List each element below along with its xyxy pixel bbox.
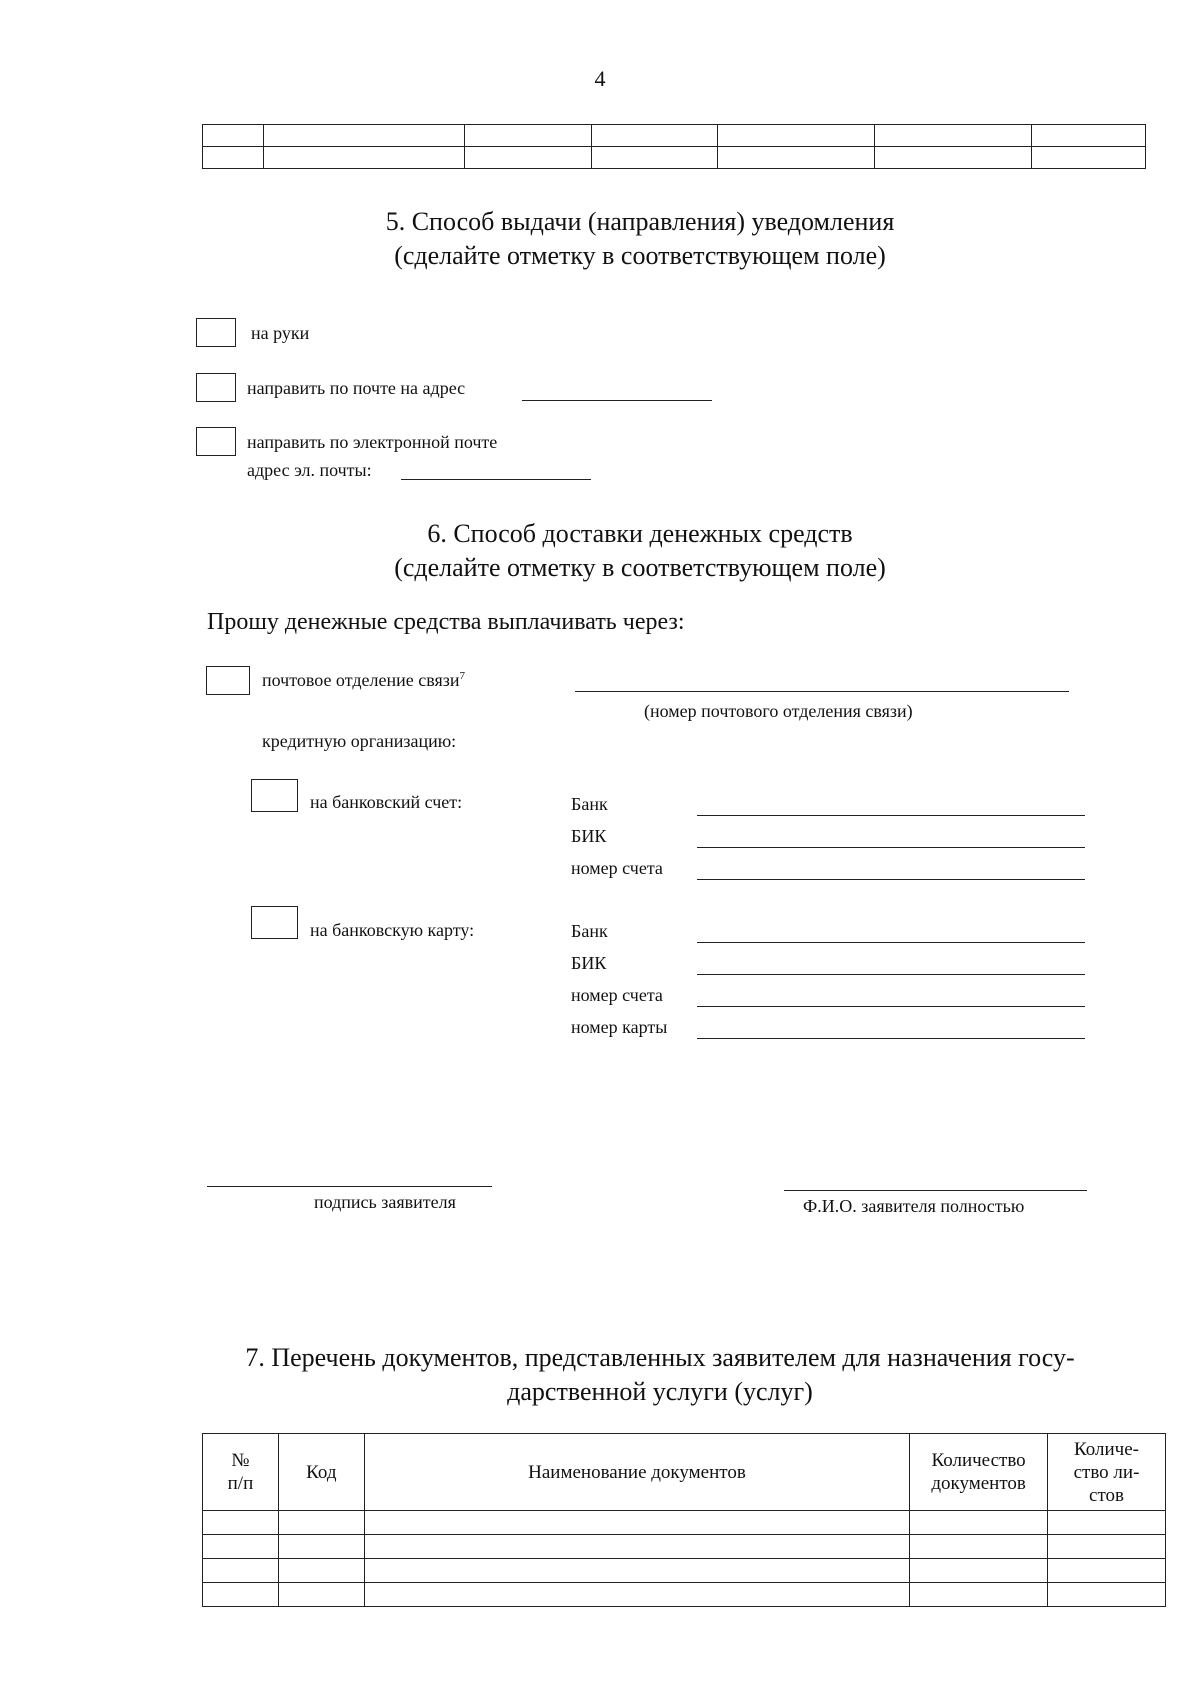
section6-title-line2: (сделайте отметку в соответствующем поле) bbox=[394, 553, 886, 582]
bank-account-checkbox[interactable] bbox=[251, 779, 298, 812]
table-cell[interactable] bbox=[910, 1535, 1048, 1559]
table-cell[interactable] bbox=[464, 147, 591, 169]
header-doc-name bbox=[364, 1434, 909, 1511]
header-sheet-count-line2: ство ли- bbox=[1073, 1461, 1140, 1483]
bank-card-label: на банковскую карту: bbox=[310, 920, 475, 940]
table-cell[interactable] bbox=[591, 125, 718, 147]
section5-title-line2: (сделайте отметку в соответствующем поле) bbox=[394, 241, 886, 270]
table-cell[interactable] bbox=[718, 147, 875, 169]
header-code-text: Код bbox=[306, 1461, 337, 1483]
bank-card-account-field[interactable] bbox=[697, 1006, 1085, 1007]
table-cell[interactable] bbox=[203, 1559, 279, 1583]
table-cell[interactable] bbox=[464, 125, 591, 147]
bank-account-bik-label: БИК bbox=[571, 826, 607, 846]
header-doc-count-line2: документов bbox=[931, 1473, 1026, 1494]
bank-card-checkbox[interactable] bbox=[251, 906, 298, 939]
table-cell[interactable] bbox=[278, 1511, 364, 1535]
continuation-table bbox=[202, 124, 1146, 169]
table-cell[interactable] bbox=[364, 1511, 909, 1535]
table-cell[interactable] bbox=[364, 1535, 909, 1559]
section7-title-line1: 7. Перечень документов, представленных заявителем для назначения госу- bbox=[245, 1343, 1075, 1372]
table-cell[interactable] bbox=[1048, 1535, 1166, 1559]
table-cell[interactable] bbox=[203, 125, 264, 147]
header-doc-name-text: Наименование документов bbox=[528, 1461, 746, 1483]
table-cell[interactable] bbox=[203, 147, 264, 169]
signature-field[interactable] bbox=[207, 1186, 492, 1187]
table-row bbox=[203, 1583, 1166, 1607]
bank-card-account-label: номер счета bbox=[571, 985, 663, 1005]
table-cell[interactable] bbox=[278, 1535, 364, 1559]
table-cell[interactable] bbox=[875, 125, 1032, 147]
email-address-field[interactable] bbox=[401, 479, 591, 480]
table-cell[interactable] bbox=[1048, 1511, 1166, 1535]
table-cell[interactable] bbox=[203, 1511, 279, 1535]
table-cell[interactable] bbox=[718, 125, 875, 147]
bank-account-label: на банковский счет: bbox=[310, 792, 463, 812]
table-cell[interactable] bbox=[910, 1583, 1048, 1607]
post-delivery-checkbox[interactable] bbox=[196, 373, 236, 402]
table-cell[interactable] bbox=[1032, 125, 1146, 147]
post-office-label bbox=[262, 670, 465, 691]
section7-title-line2: дарственной услуги (услуг) bbox=[507, 1377, 813, 1406]
post-delivery-label: направить по почте на адрес bbox=[247, 378, 466, 398]
table-cell[interactable] bbox=[1032, 147, 1146, 169]
table-cell[interactable] bbox=[591, 147, 718, 169]
table-cell[interactable] bbox=[910, 1559, 1048, 1583]
table-cell[interactable] bbox=[203, 1583, 279, 1607]
header-num-line2: п/п bbox=[227, 1473, 254, 1494]
table-cell[interactable] bbox=[263, 125, 464, 147]
table-cell[interactable] bbox=[1048, 1583, 1166, 1607]
table-cell[interactable] bbox=[364, 1583, 909, 1607]
section6-title-line1: 6. Способ доставки денежных средств bbox=[427, 519, 853, 548]
table-cell[interactable] bbox=[203, 1535, 279, 1559]
table-row bbox=[203, 1559, 1166, 1583]
bank-card-bank-label: Банк bbox=[571, 921, 608, 941]
email-delivery-label: направить по электронной почте bbox=[247, 432, 498, 452]
table-row bbox=[203, 1511, 1166, 1535]
header-num bbox=[203, 1434, 279, 1511]
bank-account-bank-label: Банк bbox=[571, 794, 608, 814]
footnote-marker: 7 bbox=[459, 670, 465, 682]
credit-org-label: кредитную организацию: bbox=[262, 731, 457, 751]
header-doc-count-line1: Количество bbox=[931, 1450, 1026, 1471]
post-office-checkbox[interactable] bbox=[206, 666, 250, 695]
bank-card-bik-label: БИК bbox=[571, 953, 607, 973]
table-cell[interactable] bbox=[875, 147, 1032, 169]
table-row bbox=[203, 1535, 1166, 1559]
table-row bbox=[203, 147, 1146, 169]
bank-account-bik-field[interactable] bbox=[697, 847, 1085, 848]
table-cell[interactable] bbox=[910, 1511, 1048, 1535]
header-sheet-count-line1: Количе- bbox=[1074, 1438, 1139, 1460]
section7-title bbox=[180, 1341, 1140, 1409]
header-code bbox=[278, 1434, 364, 1511]
payment-intro: Прошу денежные средства выплачивать через: bbox=[207, 609, 685, 635]
full-name-caption: Ф.И.О. заявителя полностью bbox=[803, 1196, 1025, 1216]
post-address-field[interactable] bbox=[522, 400, 712, 401]
table-cell[interactable] bbox=[263, 147, 464, 169]
table-cell[interactable] bbox=[1048, 1559, 1166, 1583]
hand-delivery-label: на руки bbox=[251, 323, 310, 343]
section5-title-line1: 5. Способ выдачи (направления) уведомления bbox=[385, 207, 895, 236]
header-sheet-count-line3: стов bbox=[1089, 1484, 1124, 1506]
bank-card-bik-field[interactable] bbox=[697, 974, 1085, 975]
post-office-number-field[interactable] bbox=[575, 691, 1069, 692]
page-number: 4 bbox=[594, 66, 606, 91]
hand-delivery-checkbox[interactable] bbox=[196, 318, 236, 347]
bank-card-number-field[interactable] bbox=[697, 1038, 1085, 1039]
bank-card-number-label: номер карты bbox=[571, 1017, 668, 1037]
signature-caption: подпись заявителя bbox=[314, 1192, 456, 1212]
table-header-row bbox=[203, 1434, 1166, 1511]
header-sheet-count bbox=[1048, 1434, 1166, 1511]
section5-title bbox=[180, 205, 1100, 273]
bank-account-number-label: номер счета bbox=[571, 858, 663, 878]
full-name-field[interactable] bbox=[784, 1190, 1087, 1191]
email-address-label: адрес эл. почты: bbox=[247, 460, 372, 480]
bank-card-bank-field[interactable] bbox=[697, 942, 1085, 943]
section6-title bbox=[180, 517, 1100, 585]
table-row bbox=[203, 125, 1146, 147]
table-cell[interactable] bbox=[278, 1583, 364, 1607]
bank-account-number-field[interactable] bbox=[697, 879, 1085, 880]
post-office-caption: (номер почтового отделения связи) bbox=[644, 701, 913, 721]
table-cell[interactable] bbox=[364, 1559, 909, 1583]
table-cell[interactable] bbox=[278, 1559, 364, 1583]
bank-account-bank-field[interactable] bbox=[697, 815, 1085, 816]
header-num-line1: № bbox=[231, 1450, 250, 1471]
documents-table bbox=[202, 1433, 1166, 1607]
email-delivery-checkbox[interactable] bbox=[196, 427, 236, 456]
header-doc-count bbox=[910, 1434, 1048, 1511]
post-office-label-text: почтовое отделение связи bbox=[262, 670, 460, 690]
